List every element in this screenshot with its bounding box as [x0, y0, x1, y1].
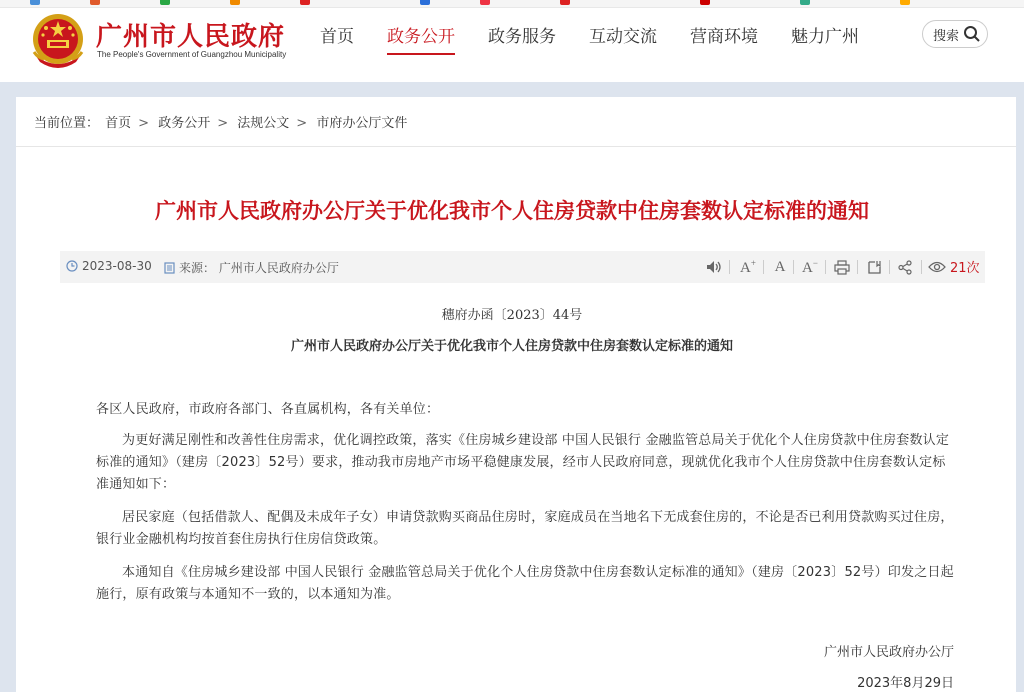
toolbar-separator: [793, 260, 794, 274]
breadcrumb: [34, 112, 409, 131]
speaker-icon: [706, 260, 722, 274]
clock-icon: [66, 260, 78, 272]
print-button[interactable]: [831, 256, 853, 278]
signature-date: 2023年8月29日: [857, 676, 954, 691]
search-icon: [963, 25, 981, 43]
document-number: 穗府办函〔2023〕44号: [441, 308, 583, 323]
share-button[interactable]: [894, 256, 916, 278]
breadcrumb-separator: >: [217, 116, 229, 131]
nav-item-government-affairs[interactable]: 政务公开: [387, 22, 455, 55]
view-count: [928, 257, 980, 276]
toolbar-separator: [825, 260, 826, 274]
bookmark-item[interactable]: [230, 0, 243, 6]
nav-item-home[interactable]: 首页: [320, 27, 354, 47]
font-normal-icon: A: [774, 258, 786, 275]
print-icon: [834, 260, 850, 275]
site-name[interactable]: 广州市人民政府: [96, 22, 286, 52]
font-decrease-button[interactable]: [799, 256, 821, 278]
toolbar-separator: [889, 260, 890, 274]
breadcrumb-prefix: 当前位置：: [34, 116, 100, 131]
eye-icon: [928, 261, 946, 273]
read-aloud-button[interactable]: [703, 256, 725, 278]
bookmark-item[interactable]: [560, 0, 573, 6]
article-source-text: 来源： 广州市人民政府办公厅: [179, 261, 339, 275]
toolbar-separator: [921, 260, 922, 274]
font-increase-icon: A+: [740, 257, 756, 276]
publish-date-text: 2023-08-30: [82, 259, 152, 273]
national-emblem-icon[interactable]: [30, 12, 86, 70]
bookmark-item[interactable]: [480, 0, 493, 6]
breadcrumb-separator: >: [296, 116, 308, 131]
bookmark-item[interactable]: [420, 0, 433, 6]
breadcrumb-separator: >: [138, 116, 150, 131]
nav-item-interaction[interactable]: 互动交流: [589, 27, 657, 47]
search-button[interactable]: [922, 20, 988, 48]
search-label: 搜索: [933, 28, 960, 44]
toolbar-separator: [763, 260, 764, 274]
article-source: [164, 259, 339, 276]
nav-item-government-services[interactable]: 政务服务: [488, 27, 556, 47]
bookmark-item[interactable]: [30, 0, 43, 6]
body-paragraph: 居民家庭（包括借款人、配偶及未成年子女）申请贷款购买商品住房时，家庭成员在当地名下无成套住房的，不论是否已利用贷款购买过住房，银行业金融机构均按首套住房执行住房信贷政策。: [96, 510, 954, 547]
bookmark-button[interactable]: [863, 256, 885, 278]
salutation: 各区人民政府，市政府各部门、各直属机构，各有关单位：: [96, 402, 440, 417]
font-increase-button[interactable]: [737, 256, 759, 278]
signature-organization: 广州市人民政府办公厅: [823, 645, 954, 660]
breadcrumb-item-government-affairs[interactable]: 政务公开: [158, 116, 211, 131]
article-title: 广州市人民政府办公厅关于优化我市个人住房贷款中住房套数认定标准的通知: [155, 199, 869, 223]
breadcrumb-divider: [16, 146, 1016, 147]
bookmarks-bar: [0, 0, 1024, 8]
breadcrumb-item-regulations[interactable]: 法规公文: [237, 116, 290, 131]
main-nav: [320, 22, 892, 55]
nav-item-business-environment[interactable]: 营商环境: [690, 27, 758, 47]
view-count-text: 21次: [950, 261, 980, 276]
toolbar-separator: [729, 260, 730, 274]
bookmark-item[interactable]: [300, 0, 313, 6]
body-paragraph: 为更好满足刚性和改善性住房需求，优化调控政策，落实《住房城乡建设部 中国人民银行 金融监管总局关于优化个人住房贷款中住房套数认定标准的通知》（建房〔2023〕52号）要求，推动我市房地产市场平稳健康发展，经市人民政府同意，现就优化我市个人住房贷款中住房套数认定标准通知如下：: [96, 433, 950, 492]
breadcrumb-item-home[interactable]: 首页: [105, 116, 132, 131]
site-name-en: The People's Government of Guangzhou Municipality: [97, 50, 287, 59]
nav-item-charming-guangzhou[interactable]: 魅力广州: [791, 27, 859, 47]
bookmark-item[interactable]: [700, 0, 713, 6]
document-subtitle: 广州市人民政府办公厅关于优化我市个人住房贷款中住房套数认定标准的通知: [290, 339, 733, 354]
article-meta-bar: [60, 251, 985, 283]
body-paragraph: 本通知自《住房城乡建设部 中国人民银行 金融监管总局关于优化个人住房贷款中住房套数认定标准的通知》（建房〔2023〕52号）印发之日起施行，原有政策与本通知不一致的，以本通知为准。: [96, 565, 954, 602]
site-header: [0, 8, 1024, 82]
bookmark-icon: [867, 260, 882, 275]
toolbar-separator: [857, 260, 858, 274]
font-normal-button[interactable]: [769, 256, 791, 278]
document-icon: [164, 262, 175, 274]
font-decrease-icon: A−: [802, 257, 818, 276]
breadcrumb-item-office-documents[interactable]: 市府办公厅文件: [316, 116, 408, 131]
share-icon: [898, 260, 913, 275]
bookmark-item[interactable]: [90, 0, 103, 6]
bookmark-item[interactable]: [160, 0, 173, 6]
bookmark-item[interactable]: [900, 0, 913, 6]
publish-date: [66, 259, 152, 273]
bookmark-item[interactable]: [800, 0, 813, 6]
